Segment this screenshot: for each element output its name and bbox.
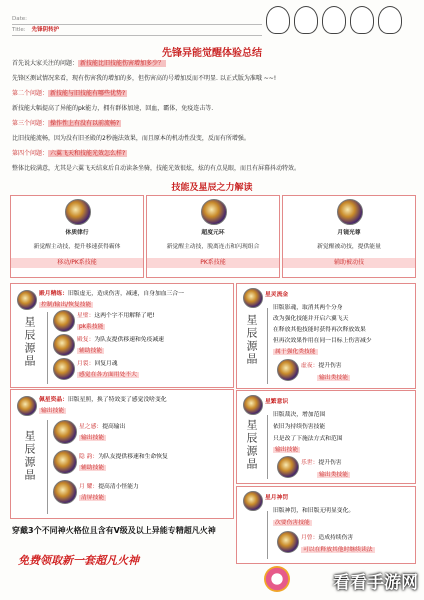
title-label: Title: xyxy=(12,27,26,33)
head-desc: 旧版星照，换了特效变了感觉没啥变化 xyxy=(68,397,167,403)
sub-name: 月曾： xyxy=(301,535,319,541)
left-panel-top xyxy=(10,283,234,388)
skill-desc: 新觉醒主动技，提升移速获得霸体 xyxy=(33,244,121,250)
sub-tag-wrap xyxy=(301,544,375,553)
skill-tag: 移动/PK系技能 xyxy=(11,258,143,268)
skill-orb-icon xyxy=(53,480,77,504)
item-desc: 这两个字不用解释了吧! xyxy=(94,313,155,319)
head-name: 殿月精练： xyxy=(39,291,68,297)
bracket-line xyxy=(47,312,48,384)
head-name: 星月神罚 xyxy=(265,495,289,501)
skill-card-2 xyxy=(146,195,280,278)
item-tag-wrap xyxy=(77,345,104,354)
vertical-title: 星辰源晶 xyxy=(245,314,258,366)
intro-text: 首先说大家关注的问题： xyxy=(12,60,79,67)
item-tag-wrap xyxy=(79,492,106,501)
head-tag-wrap xyxy=(273,444,300,453)
sub-tag: 输出类技能 xyxy=(319,472,348,478)
item-desc: 回复月魂 xyxy=(94,361,118,367)
desc-line: 旧版影魂，取消其两个分身 xyxy=(273,305,343,311)
item-line xyxy=(77,358,118,367)
skill-orb-icon xyxy=(65,199,91,225)
skill-orb-icon xyxy=(53,420,77,444)
item-line xyxy=(79,481,139,490)
item-tag: 辅助技能 xyxy=(79,348,103,354)
q4-label: 第四个问题： xyxy=(12,150,49,157)
character-4 xyxy=(350,6,374,34)
answer-2: 新技能大幅提高了异能的pk能力，拥有群体加速，回血，霸体，免疫连击等. xyxy=(12,105,214,112)
skill-orb-icon xyxy=(277,359,299,381)
head-line xyxy=(39,394,167,403)
head-tag-wrap xyxy=(273,517,312,526)
skill-orb-icon xyxy=(277,456,299,478)
title-value: 先锋阴转护 xyxy=(31,27,60,33)
skill-name: 体质律行 xyxy=(65,230,89,236)
answer-3: 比旧技能流畅，因为没有旧圣殿的2秒施法效果，而且原本的机动性没变，反而有所增强。 xyxy=(12,135,250,142)
right-panel-2 xyxy=(236,390,416,484)
head-tag-wrap xyxy=(39,299,93,308)
skill-name: 超度元环 xyxy=(201,230,225,236)
cartoon-characters-image xyxy=(262,4,412,40)
intro-highlight: 新技能比旧技能伤害增加多少？ xyxy=(80,60,165,67)
answer-1: 先锋区测试情况来看，现有伤害我的增加的多，但伤害高的号增加反而不明显. 以正式版为准哦 ~~! xyxy=(12,75,277,82)
item-tag-wrap xyxy=(79,462,106,471)
answer-4: 整体比较满意，尤其是六翼飞天结束后自动读条坐骑，技能光效很炫，炫的有点晃眼，而且有屏幕抖动特效。 xyxy=(12,165,301,172)
question-2 xyxy=(12,89,412,98)
item-desc: 提高输出 xyxy=(102,424,126,430)
bracket-line xyxy=(267,415,268,479)
question-3 xyxy=(12,119,412,128)
character-5 xyxy=(378,6,402,34)
bracket-line xyxy=(267,308,268,384)
title-line xyxy=(12,25,262,36)
head-tag: 属于强化类技能 xyxy=(275,349,316,355)
sub-line xyxy=(301,532,353,541)
head-tag: 输出技能 xyxy=(41,408,65,414)
sub-tag-wrap xyxy=(317,372,350,381)
right-panel-1 xyxy=(236,283,416,389)
skill-desc: 新觉醒被动技，提供能量 xyxy=(317,244,381,250)
skill-orb-icon xyxy=(337,199,363,225)
left-panel-bottom xyxy=(10,389,234,519)
intro-line xyxy=(12,59,412,68)
q2-label: 第二个问题： xyxy=(12,90,49,97)
promo-cta[interactable]: 免费领取新一套超凡火神 xyxy=(18,554,139,567)
item-desc: 为队友提供移速和免疫减速 xyxy=(94,337,164,343)
item-name: 隐 韵： xyxy=(79,454,99,460)
desc-line: 只是改了下施法方式和范围 xyxy=(273,436,343,442)
date-label: Date: xyxy=(12,16,27,22)
item-desc: 提高清小怪能力 xyxy=(98,484,139,490)
desc-line: 在释放其他技能时获得再次释放效果 xyxy=(273,327,366,333)
head-tag: 次要伤害技能 xyxy=(275,520,310,526)
q2-highlight: 新技能与旧技能有哪些优势? xyxy=(50,90,126,97)
skill-card-1 xyxy=(10,195,144,278)
character-2 xyxy=(294,6,318,34)
skill-tag: 辅助被动技 xyxy=(283,258,415,268)
skill-orb-icon xyxy=(243,491,263,511)
sub-desc: 提升伤害 xyxy=(318,460,342,466)
item-desc: 为队友提供移速和生命恢复 xyxy=(98,454,168,460)
head-desc: 旧版虚无，造成伤害，减速，自身加血三合一 xyxy=(68,291,184,297)
skill-orb-icon xyxy=(17,290,37,310)
item-name: 星之感： xyxy=(79,424,103,430)
item-line xyxy=(79,421,125,430)
head-name: 佩星资晶： xyxy=(39,397,68,403)
section-title: 技能及星辰之力解读 xyxy=(171,183,253,193)
desc-line: 依旧为持续伤害技能 xyxy=(273,424,326,430)
head-tag-wrap xyxy=(39,405,66,414)
skill-name: 月镜光尊 xyxy=(337,230,361,236)
skill-orb-icon xyxy=(53,334,75,356)
bracket-line xyxy=(47,420,48,514)
sub-desc: 提升伤害 xyxy=(318,363,342,369)
desc-line: 旧版裁决，增加范围 xyxy=(273,412,326,418)
sub-tag: 输出类技能 xyxy=(319,375,348,381)
character-3 xyxy=(322,6,346,34)
skill-orb-icon xyxy=(53,450,77,474)
character-1 xyxy=(266,6,290,34)
vertical-title: 星辰源晶 xyxy=(23,430,36,482)
q4-highlight: 六翼飞天和技能光效怎么样? xyxy=(50,150,126,157)
skill-orb-icon xyxy=(201,199,227,225)
sub-tag-wrap xyxy=(317,469,350,478)
skill-orb-icon xyxy=(53,310,75,332)
skill-orb-icon xyxy=(243,395,263,415)
skill-desc: 新觉醒主动技，脱离连击和闪现组合 xyxy=(166,244,260,250)
right-panel-3 xyxy=(236,486,416,564)
item-name: 月裂： xyxy=(77,361,95,367)
vertical-title: 星辰源晶 xyxy=(245,419,258,471)
sub-name: 虚夜： xyxy=(301,363,319,369)
item-tag: 清屏技能 xyxy=(81,495,105,501)
header-lines xyxy=(12,14,262,36)
q3-label: 第三个问题： xyxy=(12,120,49,127)
skill-orb-icon xyxy=(17,396,37,416)
item-tag: 感觉在各方面用处不大 xyxy=(79,372,137,378)
item-tag: 辅助技能 xyxy=(81,465,105,471)
item-tag-wrap xyxy=(77,369,139,378)
desc-line: 旧版神罚，和旧版无明显变化。 xyxy=(273,508,355,514)
watermark: 看看手游网 xyxy=(333,573,418,593)
q3-highlight: 操作性上有没有以前流畅? xyxy=(50,120,120,127)
head-tag: 输出技能 xyxy=(275,447,299,453)
promo-banner: 穿戴3个不同神火格位且含有V级及以上异能专精超凡火神 xyxy=(12,526,216,535)
vertical-title: 星辰源晶 xyxy=(23,316,36,368)
item-name: 月 耀： xyxy=(79,484,99,490)
desc-line: 但再次效果作用在同一目标上伤害减少 xyxy=(273,338,372,344)
sub-desc: 造成持续伤害 xyxy=(318,535,354,541)
item-name: 殿复： xyxy=(77,337,95,343)
item-tag-wrap xyxy=(77,321,105,330)
date-line xyxy=(12,14,262,25)
skill-orb-icon xyxy=(243,288,263,308)
head-tag: 控制/输出/恢复技能 xyxy=(41,302,92,308)
item-line xyxy=(77,310,155,319)
head-tag-wrap xyxy=(273,346,318,355)
sub-line xyxy=(301,360,342,369)
head-line xyxy=(39,288,184,297)
item-name: 星璧： xyxy=(77,313,95,319)
head-name: 星灵流金 xyxy=(265,292,289,298)
skill-tag: PK系技能 xyxy=(147,258,279,268)
item-tag-wrap xyxy=(79,432,106,441)
skill-orb-icon xyxy=(277,531,299,553)
skill-orb-icon xyxy=(53,358,75,380)
item-line xyxy=(79,451,168,460)
question-4 xyxy=(12,149,412,158)
sub-line xyxy=(301,457,342,466)
desc-line: 改为强化技能并开启六翼飞天 xyxy=(273,316,349,322)
item-tag: 输出技能 xyxy=(81,435,105,441)
item-line xyxy=(77,334,164,343)
head-name: 星繁意识 xyxy=(265,399,289,405)
main-title: 先锋异能觉醒体验总结 xyxy=(162,48,262,59)
sub-tag: 可以在释放其他时继续读法 xyxy=(303,547,373,553)
skill-card-3 xyxy=(282,195,416,278)
sub-name: 乐世： xyxy=(301,460,319,466)
bracket-line xyxy=(267,511,268,559)
item-tag: pk系技能 xyxy=(79,324,104,330)
